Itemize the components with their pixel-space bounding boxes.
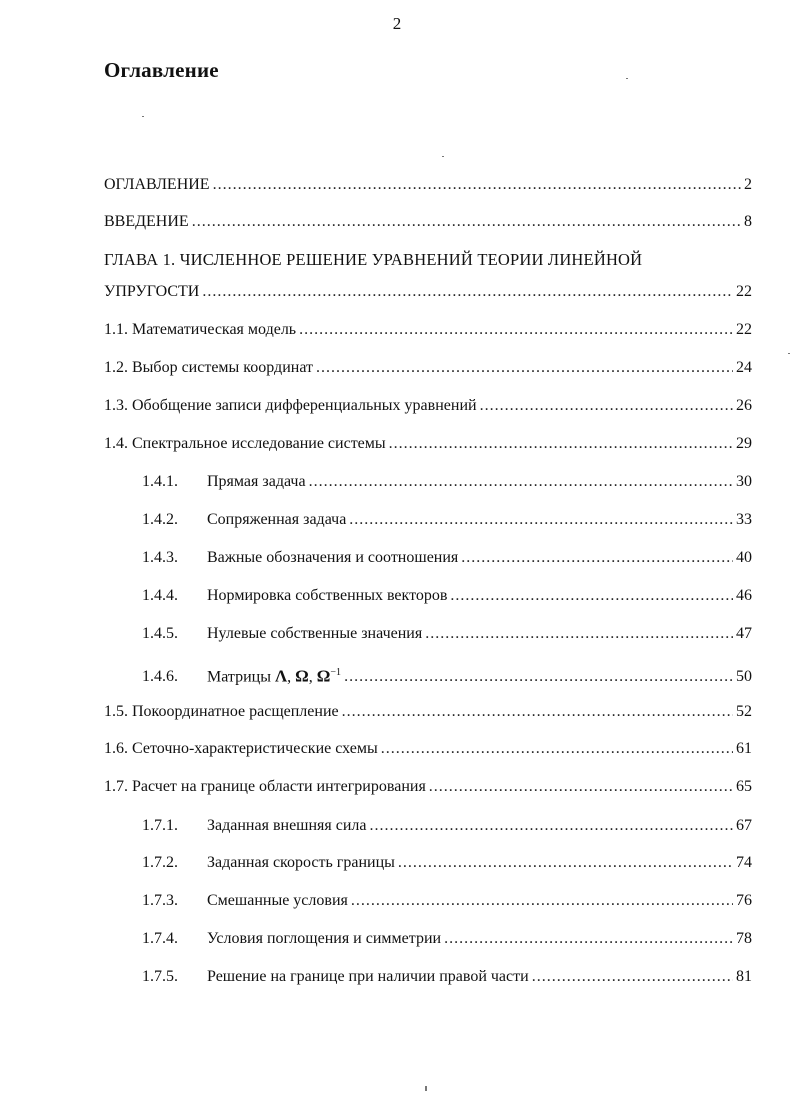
toc-leader-dots: [344, 665, 733, 689]
toc-entry-text: Матрицы: [207, 668, 271, 686]
toc-entry-1-7-5[interactable]: [142, 965, 752, 989]
matrix-omega-symbol: Ω: [295, 666, 309, 686]
toc-chapter-1-title-line1[interactable]: ГЛАВА 1. ЧИСЛЕННОЕ РЕШЕНИЕ УРАВНЕНИЙ ТЕОРИИ ЛИНЕЙНОЙ: [104, 250, 643, 269]
toc-entry-title: ОГЛАВЛЕНИЕ: [104, 176, 210, 193]
toc-leader-dots: [389, 432, 733, 456]
toc-entry-page: 8: [744, 213, 752, 230]
toc-entry-text: Покоординатное расщепление: [132, 703, 339, 720]
toc-entry-number: 1.4.5.: [142, 625, 178, 642]
toc-entry-page: 65: [736, 778, 752, 795]
toc-entry-page: 78: [736, 930, 752, 947]
toc-entry-title: [104, 318, 296, 342]
toc-entry-1-2[interactable]: [104, 356, 752, 380]
toc-entry-page: 46: [736, 587, 752, 604]
toc-entry-text: Обобщение записи дифференциальных уравнений: [132, 397, 477, 414]
toc-entry-chapter-1[interactable]: [104, 280, 752, 304]
toc-entry-title: [104, 775, 426, 799]
toc-entry-page: 67: [736, 817, 752, 834]
toc-entry-number: 1.4.2.: [142, 511, 178, 528]
toc-entry-1-3[interactable]: [104, 394, 752, 418]
toc-leader-dots: [213, 173, 741, 197]
toc-entry-1-4[interactable]: [104, 432, 752, 456]
toc-entry-page: 22: [736, 321, 752, 338]
toc-leader-dots: [309, 470, 733, 494]
toc-entry-1-4-1[interactable]: [142, 470, 752, 494]
toc-leader-dots: [381, 737, 733, 761]
toc-entry-title: Прямая задача: [207, 473, 306, 490]
toc-entry-page: 26: [736, 397, 752, 414]
toc-entry-text: Спектральное исследование системы: [132, 435, 386, 452]
toc-entry-1-7-4[interactable]: [142, 927, 752, 951]
toc-entry-number: 1.5.: [104, 703, 128, 720]
toc-entry-number: 1.1.: [104, 321, 128, 338]
toc-leader-dots: [429, 775, 733, 799]
toc-entry-title: Заданная внешняя сила: [207, 817, 367, 834]
toc-entry-page: 74: [736, 854, 752, 871]
toc-entry-page: 29: [736, 435, 752, 452]
toc-entry-number: 1.7.2.: [142, 854, 178, 871]
toc-entry-1-7-1[interactable]: [142, 814, 752, 838]
toc-entry-number: 1.7.3.: [142, 892, 178, 909]
toc-entry-number: 1.4.4.: [142, 587, 178, 604]
toc-entry-1-5[interactable]: [104, 700, 752, 724]
toc-entry-1-6[interactable]: [104, 737, 752, 761]
toc-entry-page: 50: [736, 668, 752, 686]
toc-entry-page: 30: [736, 473, 752, 490]
toc-entry-page: 22: [736, 283, 752, 300]
toc-entry-page: 81: [736, 968, 752, 985]
toc-entry-title: [207, 661, 341, 689]
toc-entry-1-7-2[interactable]: [142, 851, 752, 875]
toc-entry-page: 40: [736, 549, 752, 566]
toc-entry-page: 24: [736, 359, 752, 376]
toc-entry-1-7-3[interactable]: [142, 889, 752, 913]
toc-entry-number: 1.6.: [104, 740, 128, 757]
toc-entry-title: [104, 394, 477, 418]
toc-leader-dots: [532, 965, 733, 989]
toc-leader-dots: [299, 318, 733, 342]
toc-leader-dots: [370, 814, 733, 838]
toc-entry-1-4-6[interactable]: [142, 661, 752, 685]
toc-entry-number: 1.4.3.: [142, 549, 178, 566]
toc-leader-dots: [202, 280, 733, 304]
toc-entry-1-4-4[interactable]: [142, 584, 752, 608]
toc-leader-dots: [398, 851, 733, 875]
formula-separator: ,: [308, 668, 313, 686]
toc-entry-number: 1.4.: [104, 435, 128, 452]
toc-leader-dots: [349, 508, 733, 532]
page-title: Оглавление: [104, 58, 219, 82]
matrix-omega-inverse-symbol: Ω: [316, 666, 331, 686]
toc-leader-dots: [461, 546, 733, 570]
toc-entry-title: [104, 432, 386, 456]
toc-entry-number: 1.3.: [104, 397, 128, 414]
toc-entry-page: 61: [736, 740, 752, 757]
toc-entry-contents[interactable]: [104, 173, 752, 197]
toc-entry-title: [104, 356, 313, 380]
toc-entry-page: 76: [736, 892, 752, 909]
toc-leader-dots: [425, 622, 733, 646]
toc-entry-number: 1.2.: [104, 359, 128, 376]
toc-entry-title: [104, 737, 378, 761]
toc-leader-dots: [450, 584, 733, 608]
toc-entry-number: 1.7.4.: [142, 930, 178, 947]
toc-entry-1-1[interactable]: [104, 318, 752, 342]
toc-entry-title: УПРУГОСТИ: [104, 283, 200, 300]
scan-speck: [425, 1086, 427, 1091]
toc-entry-introduction[interactable]: [104, 210, 752, 234]
toc-entry-text: Расчет на границе области интегрирования: [132, 778, 426, 795]
toc-entry-text: Математическая модель: [132, 321, 297, 338]
toc-entry-title: Важные обозначения и соотношения: [207, 549, 459, 566]
formula-separator: ,: [287, 668, 292, 686]
toc-entry-title: ВВЕДЕНИЕ: [104, 213, 189, 230]
scan-speck: [788, 353, 790, 354]
toc-entry-text: Выбор системы координат: [132, 359, 313, 376]
toc-leader-dots: [444, 927, 733, 951]
scan-speck: [142, 116, 144, 117]
toc-leader-dots: [342, 700, 733, 724]
toc-leader-dots: [316, 356, 733, 380]
toc-entry-page: 33: [736, 511, 752, 528]
toc-entry-title: Заданная скорость границы: [207, 854, 395, 871]
toc-entry-1-7[interactable]: [104, 775, 752, 799]
toc-entry-title: Решение на границе при наличии правой части: [207, 968, 529, 985]
toc-entry-title: Нормировка собственных векторов: [207, 587, 448, 604]
toc-entry-number: 1.7.1.: [142, 817, 178, 834]
toc-entry-number: 1.4.1.: [142, 473, 178, 490]
inverse-superscript: −1: [330, 667, 342, 678]
toc-entry-number: 1.7.5.: [142, 968, 178, 985]
toc-leader-dots: [192, 210, 741, 234]
toc-entry-title: Условия поглощения и симметрии: [207, 930, 442, 947]
toc-entry-title: [104, 700, 339, 724]
page-number: 2: [392, 14, 402, 33]
toc-entry-number: 1.7.: [104, 778, 128, 795]
toc-entry-1-4-3[interactable]: [142, 546, 752, 570]
scan-speck: [626, 78, 628, 79]
toc-entry-text: Сеточно-характеристические схемы: [132, 740, 378, 757]
toc-leader-dots: [480, 394, 733, 418]
toc-entry-page: 2: [744, 176, 752, 193]
toc-entry-1-4-2[interactable]: [142, 508, 752, 532]
matrix-lambda-symbol: Λ: [274, 666, 288, 686]
toc-entry-page: 52: [736, 703, 752, 720]
toc-entry-title: Смешанные условия: [207, 892, 348, 909]
toc-leader-dots: [351, 889, 733, 913]
toc-entry-page: 47: [736, 625, 752, 642]
toc-entry-number: 1.4.6.: [142, 668, 178, 686]
toc-entry-1-4-5[interactable]: [142, 622, 752, 646]
scan-speck: [442, 156, 444, 157]
toc-entry-title: Сопряженная задача: [207, 511, 347, 528]
toc-entry-title: Нулевые собственные значения: [207, 625, 423, 642]
